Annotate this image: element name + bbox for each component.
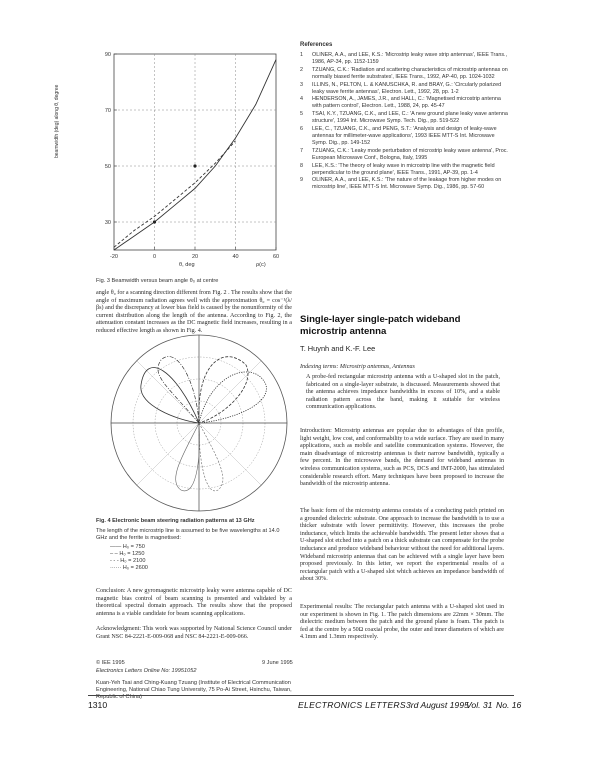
lobe-pattern-6 [199,423,223,491]
online-number: Electronics Letters Online No: 19951052 [96,668,197,674]
article-title: Single-layer single-patch wideband microstrip antenna [300,314,461,337]
experimental-results: Experimental results: The rectangular patch antenna with a U-shaped slot used in our experiment is shown in Fig. 1. The patch dimensions are 22mm × 30mm. The dielectric medium between the patch and the ground plane is foam. The patch is fed at the centre by a 50Ω coaxial probe, the outer and inner diameters of which are 4.1mm and 1.3mm respectively. [300,604,504,641]
legend-entry: - - - H₀ = 2100 [110,558,146,564]
y-tick-label: 50 [104,164,111,170]
reference-item: 5 TSAI, K.Y., TZUANG, C.K., and LEE, C.: 'A new ground plane leaky wave antenna structure', 1994 Int. Microwave Symp. Tech. Dig., pp. 519-522 [300,111,508,125]
footer-rule [88,695,514,696]
reference-item: 6 LEE, C., TZUANG, C.K., and PENG, S.T.: 'Analysis and design of leaky-wave antennas for millimeter-wave applications', 1993 IEEE MTT-S Int. Microwave Symp. Dig., pp. 149-152 [300,126,497,146]
x-tick-label: 60 [272,254,280,260]
article-body: The basic form of the microstrip antenna consists of a conducting patch printed on a grounded dielectric substrate. One approach to increase the bandwidth is to use a thicker substrate with lower permittivity. However, this increases the probe inductance, which limits the achievable bandwidth. The present letter shows that a U-shaped slot etched into a patch on a thick substrate can compensate for the probe inductance and produce wideband behaviour without the need for additional layers. Wideband microstrip antennas that can be achieved with a single layer have been proposed previously. In this letter, we report the experimental results of a rectangular patch with a U-shaped slot which achieves an impedance bandwidth of about 30%. [300,508,504,583]
author-affiliation: Kuan-Yeh Tsai and Ching-Kuang Tzuang (Institute of Electrical Communication Engineering, National Chiao Tung University, 75 Po-Ai Street, Hsinchu, Taiwan, Republic of China) [96,680,292,701]
beamwidth-chart [84,48,284,270]
paragraph-after-fig3: angle θ₀ for a scanning direction different from Fig. 2 . The results show that the angle of maximum radiation agrees well with the approximation θ₀ = cos⁻¹(λ/βs) and the discrepancy at lower bias field is caused by the nonuniformity of the current distribution along the length of the antenna. According to Fig. 2, the attenuation constant increases as the DC magnetic field increases, resulting in a reduced effective length as shown in Fig. 4. [96,290,292,334]
legend-entry: —— H₀ = 750 [110,544,145,550]
reference-item: 4 HENDERSON, A., JAMES, J.R., and HALL, C.: 'Magnetised microstrip antenna with pattern control', Electron. Lett., 1988, 24, pp. 45-47 [300,96,501,110]
lobe-pattern-3 [199,372,266,423]
data-point [193,164,196,167]
x-tick-label: 40 [232,254,239,260]
page-number: 1310 [88,700,108,710]
legend-entry: ······ H₀ = 2600 [110,565,148,571]
conclusion-paragraph: Conclusion: A new gyromagnetic microstrip leaky wave antenna capable of DC magnetic bias control of beam scanning is presented and validated by a theoretical spectral domain approach. The results show that the proposed antenna is a viable candidate for beam scanning applications. [96,588,292,617]
legend-entry: – – H₀ = 1250 [110,551,145,557]
received-date: 9 June 1995 [262,660,293,666]
lobe-pattern-2 [199,357,248,423]
data-point [153,220,156,223]
references-heading: References [300,42,333,48]
reference-item: 3 ILLINS, N., PELTON, L. & KANUSCHKA, R. and BRAY, G.: 'Circularly polarized leaky wave ferrite antennas', Electron. Lett., 1992, 28, pp. 1-2 [300,81,502,95]
lobe-pattern-4 [158,356,199,423]
figure-3 [54,48,284,270]
issue-date: 3rd August 1995 [406,700,469,710]
received-copyright: © IEE 1995 [96,660,125,666]
figure-4 [106,330,292,516]
reference-item: 2 TZUANG, C.K.: 'Radiation and scattering characteristics of microstrip antennas on normally biased ferrite substrates', IEEE Trans., 1992, AP-40, pp. 1024-1032 [300,66,508,80]
reference-item: 9 OLINER, A.A., and LEE, K.S.: 'The nature of the leakage from higher modes on microstrip line', IEEE MTT-S Int. Microwave Symp. Dig., 1986, pp. 57-60 [300,177,502,191]
fig4-legend [110,544,230,572]
y-tick-label: 30 [104,220,111,226]
lobe-pattern-1 [141,368,199,423]
acknowledgment-paragraph: Acknowledgment: This work was supported by National Science Council under Grant NSC 84-2221-E-009-068 and NSC 84-2221-E-009-066. [96,626,292,640]
chart-y-label: beamwidth (deg) along θ, degree [54,84,60,158]
article-abstract: A probe-fed rectangular microstrip antenna with a U-shaped slot in the patch, fabricated on a single-layer substrate, is discussed. Measurements showed that the antenna achieves impedance bandwidths in excess of 10%, and a stable radiation pattern across the band, making it suitable for wireless communication applications. [306,374,500,411]
issue-number: No. 16 [496,700,522,710]
x-tick-label: -20 [110,254,118,260]
reference-item: 7 TZUANG, C.K.: 'Leaky mode perturbation of microstrip leaky wave antenna', Proc. European Microwave Conf., Bologna, Italy, 1995 [300,147,508,161]
fig4-caption: Fig. 4 Electronic beam steering radiation patterns at 13 GHz [96,518,255,524]
reference-item: 1 OLINER, A.A., and LEE, K.S.: 'Microstrip leaky wave strip antennas', IEEE Trans., 1986, AP-34, pp. 1152-1159 [300,52,508,65]
chart-x-unit: ρ(c) [256,262,266,268]
volume: Vol. 31 [466,700,493,710]
fig3-caption: Fig. 3 Beamwidth versus beam angle θ₀ at centre [96,278,219,284]
y-tick-label: 70 [104,108,111,114]
reference-item: 8 LEE, K.S.: 'The theory of leaky wave in microstrip line with the magnetic field perpendicular to the ground plane', IEEE Trans., 1991, AP-39, pp. 1-4 [300,162,495,176]
article-introduction: Introduction: Microstrip antennas are popular due to advantages of thin profile, light weight, low cost, and conformability to a wide surface. They are used in many applications, such as mobile and satellite communication systems. However, the main disadvantage of microstrip antennas is their narrow bandwidth, typically a few percent. In the microwave bands, the demand for wideband antennas in wireless communication systems, such as PCS, DCS and IMT-2000, has stimulated considerable research effort. Many techniques have been proposed to increase the bandwidth of the microstrip antenna. [300,428,504,488]
polar-radiation-plot [106,330,292,516]
x-tick-label: 20 [191,254,199,260]
y-tick-label: 90 [104,52,111,58]
journal-name: ELECTRONICS LETTERS [298,700,406,710]
references-list [300,52,510,192]
fig4-body: The length of the microstrip line is assumed to be five wavelengths at 14.0 GHz and the ferrite is magnetised: [96,528,280,541]
chart-x-label: θ, deg [179,262,195,268]
article-authors: T. Huynh and K.-F. Lee [300,344,376,353]
series-line-measured [114,141,236,247]
x-tick-label: 0 [152,254,157,260]
indexing-terms: Indexing terms: Microstrip antennas, Antennas [300,364,415,370]
